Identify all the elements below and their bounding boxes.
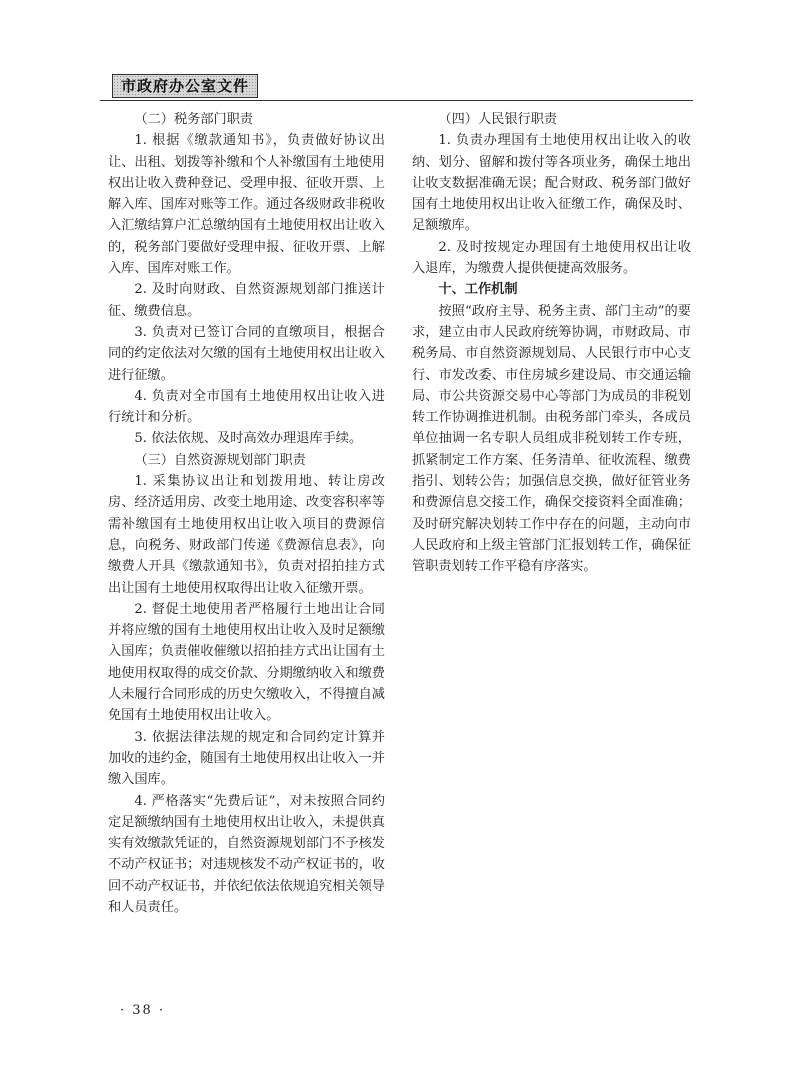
paragraph: 2. 督促土地使用者严格履行土地出让合同并将应缴的国有土地使用权出让收入及时足额缴入国库；负责催收催缴以招拍挂方式出让国有土地使用权取得的成交价款、分期缴纳收入和缴费人未履行合同形成的历史欠缴收入，不得擅自减免国有土地使用权出让收入。 [108,601,385,724]
right-column [412,109,691,578]
paragraph: 2. 及时向财政、自然资源规划部门推送计征、缴费信息。 [108,282,385,319]
paragraph: 4. 严格落实“先费后证”，对未按照合同约定足额缴纳国有土地使用权出让收入，未提供真实有效缴款凭证的，自然资源规划部门不予核发不动产权证书；对违规核发不动产权证书的，收回不动产权证书，并依纪依法依规追究相关领导和人员责任。 [108,793,385,915]
section-heading-pboc: （四）人民银行职责 [438,112,558,127]
page-number: · 38 · [120,1003,166,1018]
paragraph: 按照“政府主导、税务主责、部门主动”的要求，建立由市人民政府统筹协调，市财政局、市税务局、市自然资源规划局、人民银行市中心支行、市发改委、市住房城乡建设局、市交通运输局、市公共资源交易中心等部门为成员的非税划转工作协调推进机制。由税务部门牵头，各成员单位抽调一名专职人员组成非税划转工作专班，抓紧制定工作方案、任务清单、征收流程、缴费指引、划转公告；加强信息交换，做好征管业务和费源信息交接工作，确保交接资料全面准确；及时研究解决划转工作中存在的问题，主动向市人民政府和上级主管部门汇报划转工作，确保征管职责划转工作平稳有序落实。 [412,303,691,575]
paragraph: 4. 负责对全市国有土地使用权出让收入进行统计和分析。 [108,388,385,426]
left-column [108,109,385,918]
paragraph: 1. 负责办理国有土地使用权出让收入的收纳、划分、留解和拨付等各项业务，确保土地出让收支数据准确无误；配合财政、税务部门做好国有土地使用权出让收入征缴工作，确保及时、足额缴库。 [412,133,691,234]
section-heading-natural-resources: （三）自然资源规划部门职责 [134,452,306,468]
section-title: 市政府办公室文件 [112,74,258,98]
section-heading-mechanism: 十、工作机制 [438,282,518,298]
paragraph: 1. 根据《缴款通知书》，负责做好协议出让、出租、划拨等补缴和个人补缴国有土地使用权出让收入费种登记、受理申报、征收开票、上解入库、国库对账等工作。通过各级财政非税收入汇缴结算户汇总缴纳国有土地使用权出让收入的，税务部门要做好受理申报、征收开票、上解入库、国库对账工作。 [108,133,385,277]
paragraph: 1. 采集协议出让和划拨用地、转让房改房、经济适用房、改变土地用途、改变容积率等需补缴国有土地使用权出让收入项目的费源信息，向税务、财政部门传递《费源信息表》，向缴费人开具《缴款通知书》，负责对招拍挂方式出让国有土地使用权取得出让收入征缴开票。 [108,474,385,596]
paragraph: 3. 依据法律法规的规定和合同约定计算并加收的违约金，随国有土地使用权出让收入一并缴入国库。 [108,729,385,788]
section-heading-tax: （二）税务部门职责 [134,112,254,127]
running-header [100,74,693,101]
paragraph: 3. 负责对已签订合同的直缴项目，根据合同的约定依法对欠缴的国有土地使用权出让收入进行征缴。 [108,324,385,383]
paragraph: 5. 依法依规、及时高效办理退库手续。 [134,431,363,447]
paragraph: 2. 及时按规定办理国有土地使用权出让收入退库，为缴费人提供便捷高效服务。 [412,239,691,277]
